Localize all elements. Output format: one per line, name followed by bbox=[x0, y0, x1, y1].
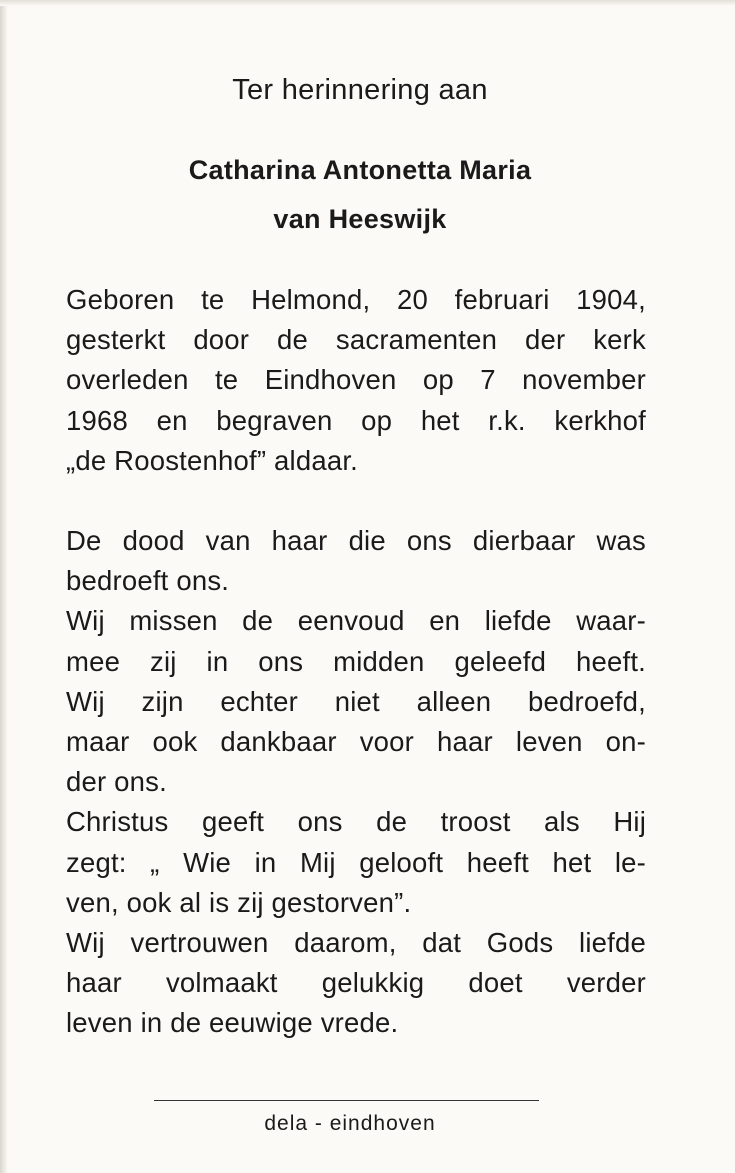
text-line: haar volmaakt gelukkig doet verder bbox=[66, 967, 646, 999]
text-line: maar ook dankbaar voor haar leven on- bbox=[66, 725, 646, 757]
text-line: Wij zijn echter niet alleen bedroefd, bbox=[66, 685, 646, 717]
text-line: zegt: „ Wie in Mij gelooft heeft het le- bbox=[66, 846, 646, 878]
deceased-name-line1: Catharina Antonetta Maria bbox=[188, 155, 532, 185]
text-line: Wij vertrouwen daarom, dat Gods liefde bbox=[66, 926, 646, 958]
text-line: 1968 en begraven op het r.k. kerkhof bbox=[66, 404, 646, 436]
text-line: Wij missen de eenvoud en liefde waar- bbox=[66, 605, 646, 637]
text-line: der ons. bbox=[66, 766, 167, 798]
biography-paragraph bbox=[66, 280, 646, 481]
text-line: ven, ook al is zij gestorven”. bbox=[66, 886, 412, 918]
text-line: Geboren te Helmond, 20 februari 1904, bbox=[66, 284, 646, 315]
text-line: „de Roostenhof” aldaar. bbox=[66, 444, 359, 476]
printer-credit: dela - eindhoven bbox=[264, 1112, 436, 1135]
reflection-paragraph bbox=[66, 521, 646, 1043]
card-top-edge bbox=[0, 0, 735, 6]
text-line: De dood van haar die ons dierbaar was bbox=[66, 525, 646, 556]
footer-divider bbox=[154, 1100, 539, 1101]
intro-heading: Ter herinnering aan bbox=[232, 74, 488, 106]
text-line: leven in de eeuwige vrede. bbox=[66, 1007, 399, 1039]
text-line: Christus geeft ons de troost als Hij bbox=[66, 806, 646, 838]
text-line: bedroeft ons. bbox=[66, 565, 230, 597]
text-line: mee zij in ons midden geleefd heeft. bbox=[66, 645, 646, 677]
text-line: gesterkt door de sacramenten der kerk bbox=[66, 324, 646, 356]
text-line: overleden te Eindhoven op 7 november bbox=[66, 364, 646, 396]
deceased-name-line2: van Heeswijk bbox=[273, 204, 447, 234]
